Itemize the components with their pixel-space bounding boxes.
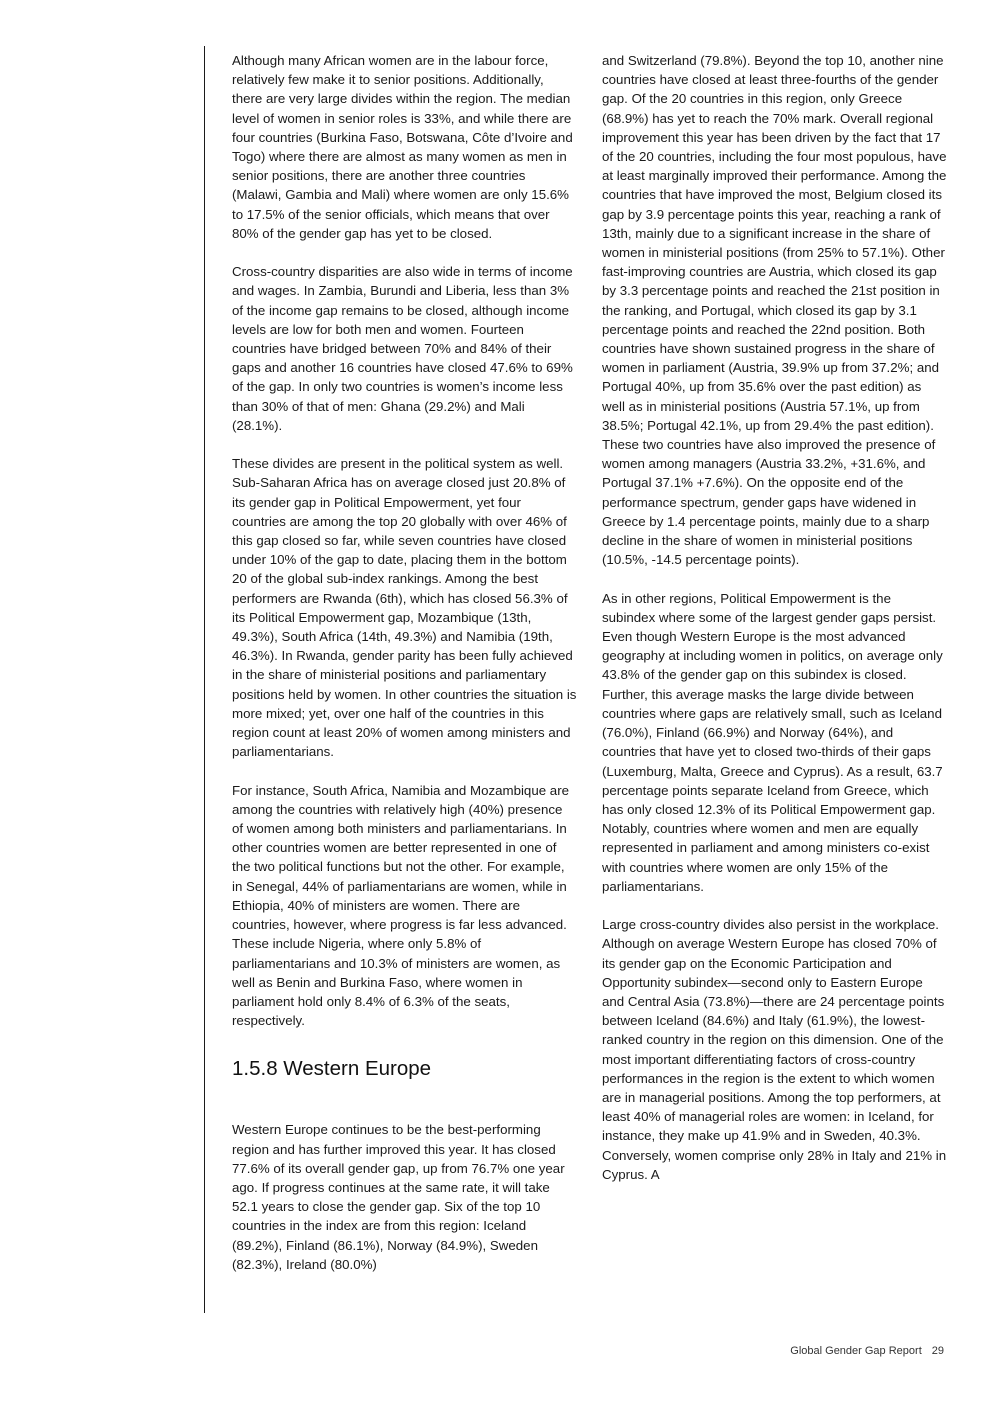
left-margin-rule bbox=[204, 46, 205, 1313]
footer-report-title: Global Gender Gap Report bbox=[790, 1345, 922, 1357]
right-column bbox=[602, 51, 947, 1184]
page-number: 29 bbox=[931, 1345, 944, 1357]
left-paragraph-2: Cross-country disparities are also wide in terms of income and wages. In Zambia, Burundi and Liberia, less than 3% of the income gap remains to be closed, although income levels are low for both men and women. Fourteen countries have bridged between 70% and 84% of their gaps and another 16 countries have closed 47.6% to 69% of the gap. In only two countries is women’s income less than 30% of that of men: Ghana (29.2%) and Mali (28.1%). bbox=[232, 264, 573, 433]
left-paragraph-5: Western Europe continues to be the best-performing region and has further improved this year. It has closed 77.6% of its overall gender gap, up from 76.7% one year ago. If progress continues at the same rate, it will take 52.1 years to close the gender gap. Six of the top 10 countries in the index are from this region: Iceland (89.2%), Finland (86.1%), Norway (84.9%), Sweden (82.3%), Ireland (80.0%) bbox=[232, 1122, 565, 1272]
left-paragraph-4: For instance, South Africa, Namibia and Mozambique are among the countries with relatively high (40%) presence of women among both ministers and parliamentarians. In other countries women are better represented in one of the two political functions but not the other. For example, in Senegal, 44% of parliamentarians are women, while in Ethiopia, 40% of ministers are women. There are countries, however, where progress is far less advanced. These include Nigeria, where only 5.8% of parliamentarians and 10.3% of ministers are women, as well as Benin and Burkina Faso, where women in parliament hold only 8.4% of 6.3% of the seats, respectively. bbox=[232, 782, 570, 1029]
left-paragraph-3: These divides are present in the political system as well. Sub-Saharan Africa has on average closed just 20.8% of its gender gap in Political Empowerment, yet four countries are among the top 20 globally with over 46% of this gap closed so far, while seven countries have closed under 10% of the gap to date, placing them in the bottom 20 of the global sub-index rankings. Among the best performers are Rwanda (6th), which has closed 56.3% of its Political Empowerment gap, Mozambique (13th, 49.3%), South Africa (14th, 49.3%) and Namibia (19th, 46.3%). In Rwanda, gender parity has been fully achieved in the share of ministerial positions and parliamentary positions held by women. In other countries the situation is more mixed; yet, over one half of the countries in this region count at least 20% of women among ministers and parliamentarians. bbox=[232, 456, 577, 760]
right-paragraph-2: As in other regions, Political Empowerment is the subindex where some of the largest gender gaps persist. Even though Western Europe is the most advanced geography at including women in politics, on average only 43.8% of the gender gap on this subindex is closed. Further, this average masks the large divide between countries where gaps are relatively small, such as Iceland (76.0%), Finland (66.9%) and Norway (64%), and countries that have yet to closed two-thirds of their gaps (Luxemburg, Malta, Greece and Cyprus). As a result, 63.7 percentage points separate Iceland from Greece, which has only closed 12.3% of its Political Empowerment gap. Notably, countries where women and men are equally represented in parliament and among ministers co-exist with countries where women are only 15% of the parliamentarians. bbox=[602, 590, 943, 894]
right-paragraph-3: Large cross-country divides also persist in the workplace. Although on average Western Europe has closed 70% of its gender gap on the Economic Participation and Opportunity subindex—second only to Eastern Europe and Central Asia (73.8%)—there are 24 percentage points between Iceland (84.6%) and Italy (61.9%), the lowest-ranked country in the region on this dimension. One of the most important differentiating factors of cross-country performances in the region is the extent to which women are in managerial positions. Among the top performers, at least 40% of managerial roles are women: in Iceland, for instance, they make up 41.9% and in Sweden, 40.3%. Conversely, women comprise only 28% in Italy and 21% in Cyprus. A bbox=[602, 917, 947, 1182]
left-paragraph-1: Although many African women are in the labour force, relatively few make it to senior positions. Additionally, there are very large divides within the region. The median level of women in senior roles is 33%, and while there are four countries (Burkina Faso, Botswana, Côte d’Ivoire and Togo) where there are almost as many women as men in senior positions, there are another three countries (Malawi, Gambia and Mali) where women are only 15.6% to 17.5% of the senior officials, which means that over 80% of the gender gap has yet to be closed. bbox=[232, 53, 573, 241]
section-heading-western-europe: 1.5.8 Western Europe bbox=[232, 1057, 432, 1081]
page-footer bbox=[790, 1343, 944, 1359]
left-column bbox=[232, 51, 577, 1274]
right-paragraph-1: and Switzerland (79.8%). Beyond the top 10, another nine countries have closed at least three-fourths of the gender gap. Of the 20 countries in this region, only Greece (68.9%) has yet to reach the 70% mark. Overall regional improvement this year has been driven by the fact that 17 of the 20 countries, including the four most populous, have at least marginally improved their performance. Among the countries that have improved the most, Belgium closed its gap by 3.9 percentage points this year, reaching a rank of 13th, mainly due to a significant increase in the share of women in ministerial positions (from 25% to 57.1%). Other fast-improving countries are Austria, which closed its gap by 3.3 percentage points and reached the 21st position in the ranking, and Portugal, which closed its gap by 3.1 percentage points and reached the 22nd position. Both countries have shown sustained progress in the share of women in parliament (Austria, 39.9% up from 37.2%; and Portugal 40%, up from 35.6% over the past edition) as well as in ministerial positions (Austria 57.1%, up from 38.5%; Portugal 42.1%, up from 29.4% the past edition). These two countries have also improved the presence of women among managers (Austria 33.2%, +31.6%, and Portugal 37.1% +7.6%). On the opposite end of the performance spectrum, gender gaps have widened in Greece by 1.4 percentage points, mainly due to a sharp decline in the share of women in ministerial positions (10.5%, -14.5 percentage points). bbox=[602, 53, 947, 568]
